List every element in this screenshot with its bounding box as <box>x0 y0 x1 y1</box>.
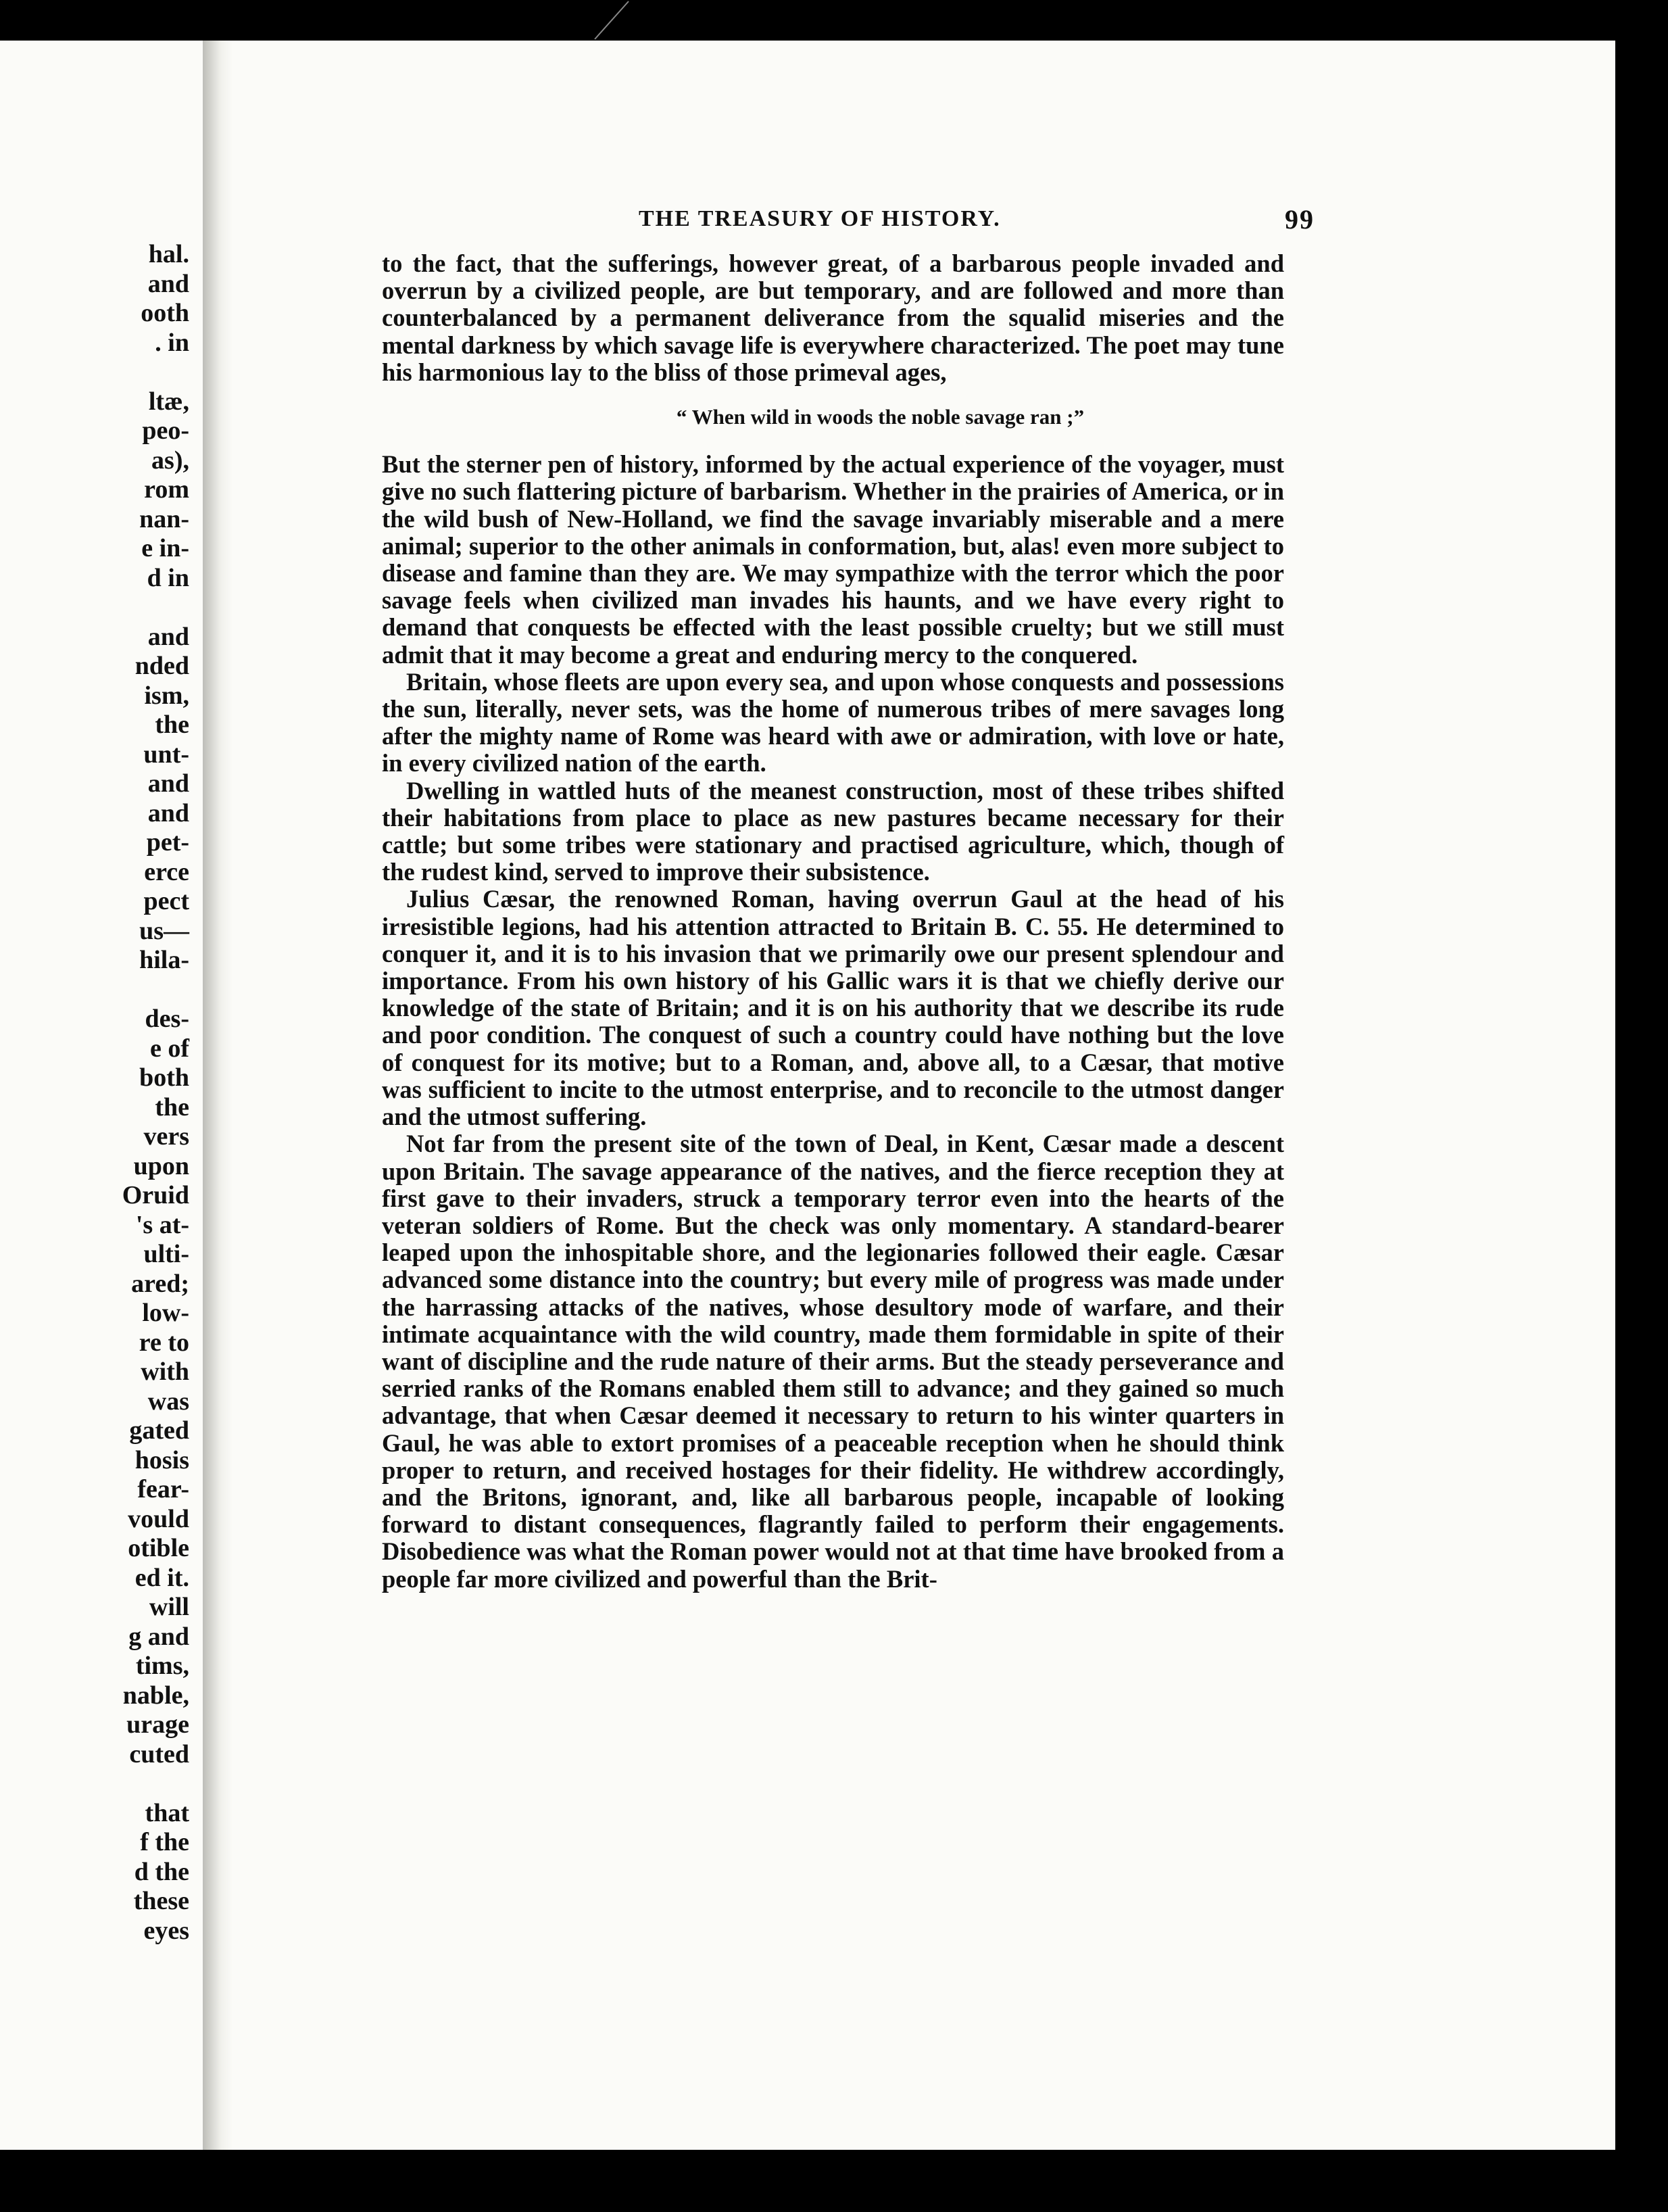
left-fragment-line: fear- <box>137 1475 189 1504</box>
left-fragment-line: ared; <box>131 1269 189 1298</box>
running-header <box>639 204 1315 235</box>
left-fragment-line: vers <box>143 1122 189 1151</box>
left-fragment-line: g and <box>128 1622 189 1651</box>
left-fragment-line: both <box>139 1063 189 1092</box>
left-fragment-line: f the <box>140 1828 189 1856</box>
verse-quote: “ When wild in woods the noble savage ran ;” <box>676 405 1085 429</box>
left-fragment-line: these <box>133 1887 189 1915</box>
left-page-line-fragments <box>7 240 189 1946</box>
left-fragment-line <box>7 1769 189 1799</box>
left-fragment-line: upon <box>133 1151 189 1180</box>
left-fragment-line: e in- <box>141 534 189 562</box>
left-fragment-line: with <box>141 1357 189 1386</box>
left-fragment-line: erce <box>144 857 189 886</box>
left-fragment-line: pect <box>143 887 189 915</box>
left-fragment-line <box>7 593 189 623</box>
left-fragment-line: low- <box>142 1299 189 1327</box>
left-fragment-line: re to <box>139 1328 189 1357</box>
left-fragment-line: ooth <box>141 299 189 327</box>
left-fragment-line: nable, <box>122 1681 189 1710</box>
left-fragment-line: eyes <box>143 1916 189 1945</box>
left-fragment-line: ed it. <box>134 1563 189 1592</box>
left-fragment-line: the <box>155 1092 189 1122</box>
paragraph-britain: Britain, whose fleets are upon every sea, and upon whose conquests and possessions the sun, literally, never sets, was the home of numerous tribes of mere savages long after the mighty name of Rome was heard with awe or admiration, with love or hate, in every civilized nation of the earth. <box>382 667 1284 777</box>
left-fragment-line: and <box>147 622 189 651</box>
left-fragment-line: hal. <box>148 240 189 268</box>
left-fragment-line: and <box>147 269 189 298</box>
page-number: 99 <box>1285 204 1315 235</box>
left-fragment-line: nan- <box>139 504 189 533</box>
left-fragment-line: hila- <box>139 946 189 974</box>
scan-slash-mark <box>581 0 635 41</box>
left-fragment-line: the <box>155 711 189 739</box>
left-fragment-line: was <box>147 1387 189 1416</box>
left-fragment-line: that <box>145 1798 189 1827</box>
left-fragment-line: will <box>149 1593 189 1621</box>
left-fragment-line: and <box>147 798 189 827</box>
header-title: THE TREASURY OF HISTORY. <box>639 206 1001 231</box>
paragraph-history: But the sterner pen of history, informed by the actual experience of the voyager, must give no such flattering picture of barbarism. Whether in the prairies of America, or in the wild bush of New-Holland, we find the savage invariably miserable and a mere animal; superior to the other animals in conformation, but, alas! even more subject to disease and famine than they are. We may sympathize with the terror which the poor savage feels when civilized man invades his haunts, and we have every right to demand that conquests be effected with the least possible cruelty; but we still must admit that it may become a great and enduring mercy to the conquered. <box>382 450 1284 669</box>
book-gutter <box>203 41 233 2150</box>
left-facing-page <box>0 41 203 2150</box>
left-fragment-line <box>7 358 189 387</box>
left-fragment-line: ism, <box>144 681 189 710</box>
left-fragment-line: . in <box>155 328 189 357</box>
left-fragment-line: ltæ, <box>148 387 189 416</box>
left-fragment-line: vould <box>128 1504 189 1533</box>
left-fragment-line: us— <box>139 916 189 945</box>
left-fragment-line: as), <box>151 446 189 475</box>
left-fragment-line: Oruid <box>122 1181 189 1209</box>
paragraph-dwelling: Dwelling in wattled huts of the meanest construction, most of these tribes shifted their habitations from place to place as new pastures became necessary for their cattle; but some tribes were stationary and practised agriculture, which, though of the rudest kind, served to improve their subsistence. <box>382 776 1284 886</box>
left-fragment-line: rom <box>144 475 189 504</box>
left-fragment-line: 's at- <box>135 1210 189 1239</box>
left-fragment-line: and <box>147 769 189 798</box>
left-fragment-line: urage <box>126 1710 189 1739</box>
left-fragment-line: cuted <box>129 1739 189 1769</box>
left-fragment-line: otible <box>128 1534 189 1562</box>
left-fragment-line: hosis <box>134 1445 189 1474</box>
left-fragment-line: unt- <box>143 740 189 769</box>
left-fragment-line: des- <box>145 1005 189 1033</box>
left-fragment-line: tims, <box>135 1652 189 1680</box>
left-fragment-line: d in <box>147 563 189 592</box>
left-fragment-line: e of <box>149 1034 189 1063</box>
body-text <box>382 250 1284 1593</box>
paragraph-deal: Not far from the present site of the town of Deal, in Kent, Cæsar made a descent upon Britain. The savage appearance of the natives, and the fierce reception they at first gave to their invaders, struck a temporary terror even into the hearts of the veteran soldiers of Rome. But the check was only momentary. A standard-bearer leaped upon the inhospitable shore, and the legionaries followed their eagle. Cæsar advanced some distance into the country; but every mile of progress was made under the harrassing attacks of the natives, whose desultory mode of warfare, and their intimate acquaintance with the wild country, made them formidable in spite of their want of discipline and the rude nature of their arms. But the steady perseverance and serried ranks of the Romans enabled them still to advance; and they gained so much advantage, that when Cæsar deemed it necessary to return to his winter quarters in Gaul, he was able to extort promises of a peaceable reception when he should think proper to return, and received hostages for their fidelity. He withdrew accordingly, and the Britons, ignorant, and, like all barbarous people, incapable of looking forward to distant consequences, flagrantly failed to perform their engagements. Disobedience was what the Roman power would not at that time have brooked from a people far more civilized and powerful than the Brit- <box>382 1130 1284 1593</box>
paragraph-continuation: to the fact, that the sufferings, however great, of a barbarous people invaded and overrun by a civilized people, are but temporary, and are followed and more than counterbalanced by a permanent deliverance from the squalid miseries and the mental darkness by which savage life is everywhere characterized. The poet may tune his harmonious lay to the bliss of those primeval ages, <box>382 249 1284 386</box>
left-fragment-line: d the <box>134 1857 189 1886</box>
paragraph-caesar: Julius Cæsar, the renowned Roman, having overrun Gaul at the head of his irresistible legions, had his attention attracted to Britain B. C. 55. He determined to conquer it, and it is to his invasion that we primarily owe our present splendour and importance. From his own history of his Gallic wars it is that we chiefly derive our knowledge of the state of Britain; and it is on his authority that we describe its rude and poor condition. The conquest of such a country could have nothing but the love of conquest for its motive; but to a Roman, and, above all, to a Cæsar, that motive was sufficient to incite to the utmost enterprise, and to reconcile to the utmost danger and the utmost suffering. <box>382 885 1284 1131</box>
left-fragment-line: gated <box>129 1416 189 1445</box>
left-fragment-line: peo- <box>142 416 189 445</box>
left-fragment-line: pet- <box>146 828 189 857</box>
left-fragment-line: nded <box>134 652 189 680</box>
left-fragment-line <box>7 976 189 1005</box>
left-fragment-line: ulti- <box>143 1240 189 1268</box>
